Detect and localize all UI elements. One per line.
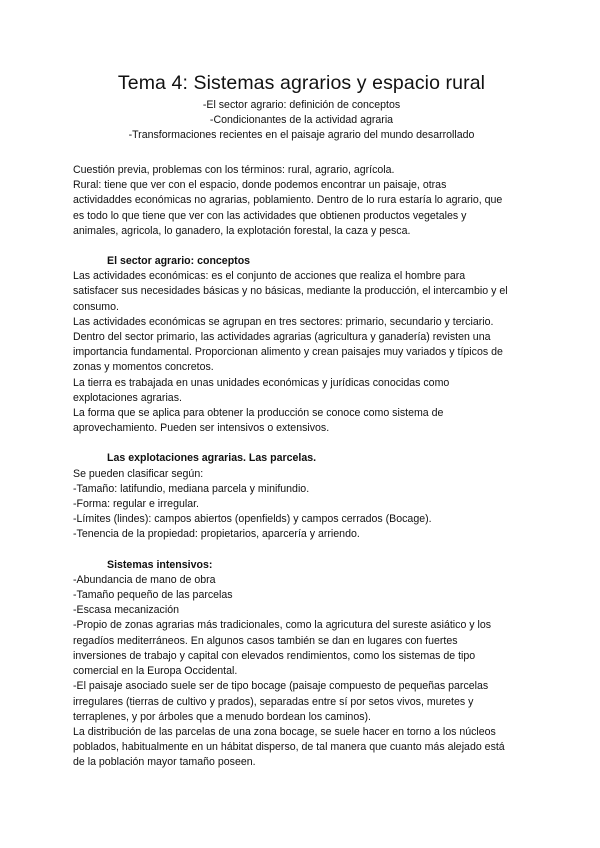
text-line: -Abundancia de mano de obra <box>73 573 216 586</box>
text-line: comercial en la Europa Occidental. <box>73 665 238 678</box>
subtitle-line: -Condicionantes de la actividad agraria <box>209 114 394 126</box>
text-line: irregulares (tierras de cultivo y prados), separadas entre sí por setos vivos, muretes y <box>73 695 474 708</box>
text-line: -Propio de zonas agrarias más tradicionales, como la agricutura del sureste asiático y los <box>73 619 492 632</box>
text-line: regadíos mediterráneos. En algunos casos también se dan en lugares con fuertes <box>73 634 458 647</box>
text-line: explotaciones agrarias. <box>73 391 182 404</box>
intro-paragraph <box>73 163 530 239</box>
subtitle-line: -Transformaciones recientes en el paisaje agrario del mundo desarrollado <box>128 129 475 141</box>
text-line: -Tamaño pequeño de las parcelas <box>73 589 233 602</box>
text-line: importancia fundamental. Proporcionan alimento y crean paisajes muy variados y típicos de <box>73 346 503 359</box>
text-line: Las actividades económicas se agrupan en tres sectores: primario, secundario y terciario. <box>73 315 494 328</box>
text-line: -Escasa mecanización <box>73 604 179 617</box>
text-line: animales, agricola, lo ganadero, la explotación forestal, la caza y pesca. <box>73 224 411 237</box>
section-heading-conceptos: El sector agrario: conceptos <box>107 255 251 268</box>
text-line: -El paisaje asociado suele ser de tipo bocage (paisaje compuesto de pequeñas parcelas <box>73 680 489 693</box>
text-line: es todo lo que tiene que ver con las actividades que obtienen productos vegetales y <box>73 209 467 222</box>
section-body-intensivos <box>73 573 530 771</box>
section-heading-intensivos: Sistemas intensivos: <box>107 558 213 571</box>
text-line: Dentro del sector primario, las actividades agrarias (agricultura y ganadería) revisten una <box>73 331 491 344</box>
text-line: de la población mayor tamaño poseen. <box>73 756 256 769</box>
text-line: aprovechamiento. Pueden ser intensivos o extensivos. <box>73 422 330 435</box>
text-line: Las actividades económicas: es el conjunto de acciones que realiza el hombre para <box>73 270 466 283</box>
text-line: zonas y momentos concretos. <box>73 361 214 374</box>
text-line: -Límites (lindes): campos abiertos (openfields) y campos cerrados (Bocage). <box>73 513 432 526</box>
text-line: La forma que se aplica para obtener la producción se conoce como sistema de <box>73 407 444 420</box>
text-line: -Tamaño: latifundio, mediana parcela y minifundio. <box>73 482 310 495</box>
subtitle-line: -El sector agrario: definición de conceptos <box>202 99 401 111</box>
section-heading-parcelas: Las explotaciones agrarias. Las parcelas. <box>107 452 317 465</box>
text-line: Rural: tiene que ver con el espacio, donde podemos encontrar un paisaje, otras <box>73 179 447 192</box>
text-line: Se pueden clasificar según: <box>73 467 204 480</box>
text-line: Cuestión previa, problemas con los términos: rural, agrario, agrícola. <box>73 164 395 176</box>
text-line: inversiones de trabajo y capital con elevados rendimientos, como los sistemas de tipo <box>73 649 476 662</box>
text-line: -Forma: regular e irregular. <box>73 498 199 511</box>
text-line: terraplenes, y por árboles que a menudo bordean los caminos). <box>73 710 371 723</box>
text-line: consumo. <box>73 300 119 313</box>
text-line: La tierra es trabajada en unas unidades económicas y jurídicas conocidas como <box>73 376 450 389</box>
page-title: Tema 4: Sistemas agrarios y espacio rural <box>117 72 486 94</box>
text-line: actividaddes económicas no agrarias, poblamiento. Dentro de lo rura estaría lo agrario, que <box>73 194 503 207</box>
text-line: satisfacer sus necesidades básicas y no básicas, mediante la producción, el intercambio y el <box>73 285 508 298</box>
text-line: poblados, habitualmente en un hábitat disperso, de tal manera que cuanto más alejado está <box>73 741 505 754</box>
text-line: -Tenencia de la propiedad: propietarios, aparcería y arriendo. <box>73 528 360 541</box>
section-body-parcelas <box>73 467 530 543</box>
section-body-conceptos <box>73 269 530 436</box>
subtitle-list <box>73 98 530 143</box>
text-line: La distribución de las parcelas de una zona bocage, se suele hacer en torno a los núcleos <box>73 725 496 738</box>
